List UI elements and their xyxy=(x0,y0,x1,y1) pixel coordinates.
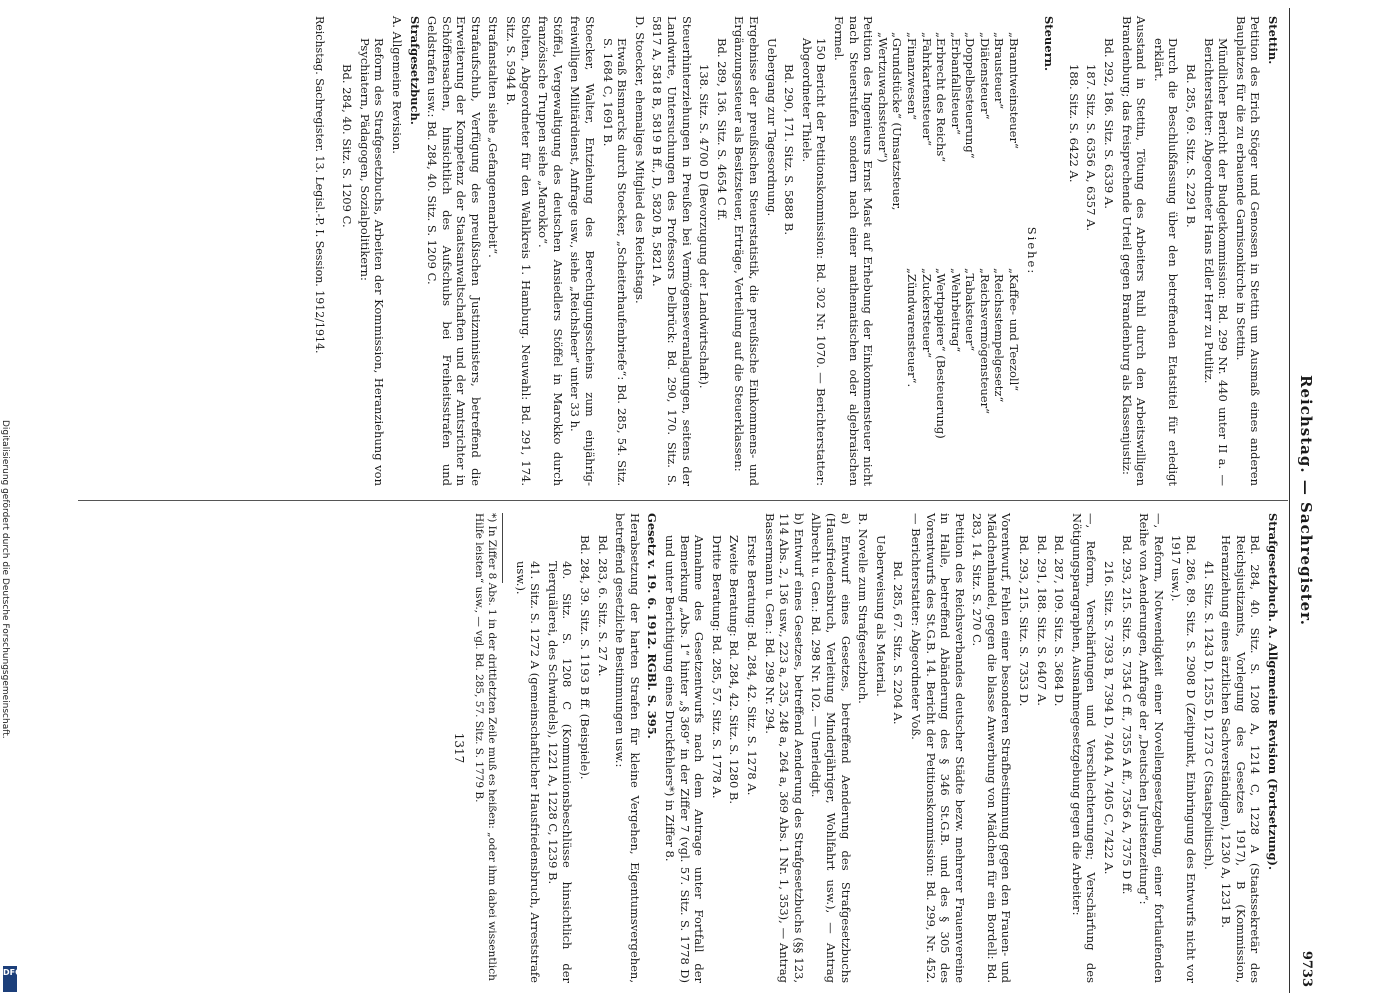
index-entry: Bd. 289, 136. Sitz. S. 4654 C ff. xyxy=(714,38,729,221)
index-entry: Bd. 284, 40. Sitz. S. 1209 C. xyxy=(340,64,355,228)
volume-note: Reichstag. Sachregister. 13. Legisl.-P. I. Session. 1912/1914. xyxy=(312,16,326,354)
see-also-entry: „Wehrbeitrag“ xyxy=(948,268,963,353)
see-also-entry: „Wertzuwachssteuer“) xyxy=(875,32,890,163)
index-entry: Petition des Erich Stöger und Genossen in Stettin um Ausmaß eines anderen Bauplatzes für die zu erbauende Garnisonkirche in Stettin. xyxy=(1233,16,1263,486)
see-also-entry: „Erbrecht des Reichs“ xyxy=(934,32,949,163)
dfg-logo: DFG xyxy=(3,966,17,992)
index-entry: Dritte Beratung: Bd. 285, 57. Sitz. S. 1778 A. xyxy=(709,535,724,799)
index-entry: a) Entwurf eines Gesetzes, betreffend Aenderung des Strafgesetzbuchs (Hausfriedensbruch, Verleitung Minderjähriger, Wohlfahrt usw.), — Antrag Albrecht u. Gen.: Bd. 298 Nr. 102. — Unerledigt. xyxy=(809,513,853,983)
index-entry: Durch die Beschlußfassung über den betreffenden Etatstitel für erledigt erklärt. xyxy=(1151,38,1181,486)
see-also-entry: „Kaffee- und Teezoll“ xyxy=(1007,268,1022,392)
index-entry: Bd. 290, 171. Sitz. S. 5888 B. xyxy=(782,64,797,236)
index-entry: —, Reform, Verschärfungen und Verschlechterungen; Verschärfung des Nötigungsparagraphen, Ausnahmegesetzgebung gegen die Arbeiter: xyxy=(1069,513,1099,983)
see-also-entry: „Diätensteuer“ xyxy=(977,32,992,120)
index-entry: Ausstand in Stettin, Tötung des Arbeiters Ruhl durch den Arbeitswilligen Brandenburg; das freisprechende Urteil gegen Brandenburg als Klassenjustiz: xyxy=(1119,16,1149,486)
index-entry: 188. Sitz. S. 6422 A. xyxy=(1066,64,1081,183)
footnote: *) In Ziffer 8 Abs. 1 in der drittletzten Zeile muß es heißen: „oder ihm dabei wissentlich Hilfe leisten“ usw., — vgl. Bd. 285, 57. Sitz. S. 1779 B. xyxy=(473,513,499,981)
index-entry: Bd. 293, 215. Sitz. S. 7353 D. xyxy=(1017,535,1032,707)
index-entry: Vorentwurf, Fehlen einer besonderen Strafbestimmung gegen den Frauen- und Mädchenhandel, gegen die blasse Anwerbung von Mädchen für ein Bordell: Bd. 283, 14. Sitz. S. 270 C. xyxy=(970,513,1014,983)
rotated-document-page xyxy=(65,8,1320,993)
right-column xyxy=(452,513,1281,983)
index-entry: 187. Sitz. S. 6356 A, 6357 A. xyxy=(1084,64,1099,232)
index-entry: b) Entwurf eines Gesetzes, betreffend Aenderung des Strafgesetzbuchs (§§ 123, 114 Abs. 2, 136 usw., 223 a, 235, 248 a, 264 a, 369 Abs. 1 Nr. 1, 353), — Antrag Bassermann u. Gen.: Bd. 298 Nr. 294. xyxy=(762,513,806,983)
see-also-entry: „Fahrkartensteuer“ xyxy=(919,32,934,146)
see-also-entry: „Finanzwesen“ xyxy=(904,32,919,120)
see-also-entry: „Zuckersteuer“ xyxy=(919,268,934,358)
index-entry: Bd. 284, 40. Sitz. S. 1208 A, 1214 C, 1228 A (Staatssekretär des Reichsjustizamts, Vorlegung des Gesetzes 1917), B (Kommission, Heranziehung eines ärztlichen Sachverständigen), 1230 A, 1231 B. xyxy=(1219,535,1263,983)
index-entry: Siehe: xyxy=(1024,226,1039,276)
index-entry: Bd. 292, 186. Sitz. S. 6339 A. xyxy=(1102,38,1117,209)
index-entry: Ueberweisung als Material. xyxy=(873,535,888,697)
index-entry: 216. Sitz. S. 7393 B, 7394 D, 7404 A, 7405 C, 7422 A. xyxy=(1102,561,1117,875)
index-entry: Bd. 285, 69. Sitz. S. 2291 B. xyxy=(1184,64,1199,228)
index-entry: Annahme des Gesetzentwurfs nach dem Antrage unter Fortfall der Bemerkung „Abs. 1“ hinter „§ 369“ in der Ziffer 7 (vgl. 57. Sitz. S. 1778 D) und unter Berichtigung eines Druckfehlers*) in Ziffer 8. xyxy=(663,535,707,983)
index-entry: Etwaß Bismarcks durch Stoecker, „Scheiterhaufenbriefe“: Bd. 285, 54. Sitz. S. 1684 C, 1691 B. xyxy=(600,38,630,486)
index-entry: —, Reform, Notwendigkeit einer Novellengesetzgebung, einer fortlaufenden Reihe von Aenderungen, Anfrage der „Deutschen Juristenzeitung“: xyxy=(1137,513,1166,983)
see-also-list xyxy=(875,16,1021,486)
see-also-entry: „Grundstücke“ (Umsatzsteuer, xyxy=(890,32,905,211)
index-entry: Petition des Ingenieurs Ernst Mast auf Erhebung der Einkommensteuer nicht nach Steuerstufen sondern nach einer mathematischen oder algebraischen Formel. xyxy=(831,16,876,486)
index-entry: 138. Sitz. S. 4700 D (Bevorzugung der Landwirtschaft). xyxy=(697,64,712,389)
see-also-entry: „Erbanfallsteuer“ xyxy=(948,32,963,135)
index-entry: Strafaufschub, Verfügung des preußischen Justizministers, betreffend die Erweiterung der Kompetenz der Staatsanwaltschaften und der Amtsrichter in Schöffensachen, hinsichtlich des Aufschubs bei Freiheitsstrafen und Geldstrafen usw.: Bd. 284, 40. Sitz. S. 1209 C. xyxy=(425,16,483,486)
index-entry: 150 Bericht der Petitionskommission: Bd. 302 Nr. 1070. — Berichterstatter: Abgeordneter Thiele. xyxy=(799,38,829,486)
see-also-entry: „Zündwarensteuer“. xyxy=(904,268,919,388)
header-title: Reichstag. — Sachregister. xyxy=(1297,375,1315,626)
index-entry: 40. Sitz. S. 1208 C (Kommunionsbeschlüsse hinsichtlich der Tierquälerei, des Schwindels), 1221 A, 1228 C, 1239 B. xyxy=(545,561,575,983)
index-entry: Strafanstalten siehe „Gefangenenarbeit“. xyxy=(486,16,501,258)
margin-credit: Digitalisierung gefördert durch die Deutsche Forschungsgemeinschaft. xyxy=(0,420,10,739)
index-entry: 41. Sitz. S. 1243 D, 1255 D, 1273 C (Staatspolitisch). xyxy=(1201,561,1216,870)
index-entry: 41. Sitz. S. 1272 A (gemeinschaftlicher Hausfriedensbruch, Arreststrafe usw.). xyxy=(513,561,543,983)
index-entry: Uebergang zur Tagesordnung. xyxy=(764,38,779,217)
index-entry: Zweite Beratung: Bd. 284, 42. Sitz. S. 1280 B. xyxy=(727,535,742,805)
index-entry: Herabsetzung der harten Strafen für kleine Vergehen, Eigentumsvergehen, betreffend gesetzliche Bestimmungen usw.: xyxy=(613,513,642,983)
index-entry: Stöffel, Vergewaltigung des deutschen Ansiedlers Stöffel in Marokko durch französische Truppen siehe „Marokko“. xyxy=(536,16,565,486)
spacer xyxy=(1056,16,1063,486)
index-entry: Mündlicher Bericht der Budgetkommission: Bd. 299 Nr. 440 unter II a. — Berichterstatter: Abgeordneter Hans Edler Herr zu Putlitz. xyxy=(1201,38,1231,486)
index-heading: Strafgesetzbuch. A. Allgemeine Revision (Fortsetzung). xyxy=(1266,513,1280,870)
see-also-entry: „Brausteuer“ xyxy=(992,32,1007,110)
see-also-entry: „Branntweinsteuer“ xyxy=(1007,32,1022,149)
index-entry: Bd. 293, 215. Sitz. S. 7354 C ff., 7355 A ff., 7356 A, 7375 D ff. xyxy=(1119,535,1134,895)
index-entry: Stoecker, Walter, Entziehung des Berechtigungsscheins zum einjährig-freiwilligen Militärdienst, Anfrage usw., siehe „Reichsheer“ unter 33 h. xyxy=(568,16,598,486)
column-divider xyxy=(78,500,1288,501)
see-also-entry: „Wertpapiere“ (Besteuerung) xyxy=(934,268,949,439)
see-also-entry: „Tabaksteuer“ xyxy=(963,268,978,352)
index-entry: Bd. 283, 6. Sitz. S. 27 A. xyxy=(595,535,610,677)
index-entry: Bd. 286, 89. Sitz. S. 2908 D (Zeitpunkt, Einbringung des Entwurfs nicht vor 1917 usw.). xyxy=(1169,535,1199,983)
index-entry: Reform des Strafgesetzbuchs, Arbeiten der Kommission, Heranziehung von Psychiatern, Pädagogen, Sozialpolitikern: xyxy=(357,38,387,486)
footer-page-number: 1317 xyxy=(452,732,467,764)
index-entry: Petition des Reichsverbandes deutscher Städte bezw. mehrerer Frauenvereine in Halle, betreffend Abänderung des § 346 St.G.B. und des § 305 des Vorentwurfs des St.G.B. 14. Bericht der Petitionskommission: Bd. 299, Nr. 452. — Berichterstatter: Abgeordneter Voß. xyxy=(908,513,967,983)
index-heading: Steuern. xyxy=(1042,16,1057,72)
index-heading: Stettin. xyxy=(1266,16,1280,65)
see-also-entry: „Reichsvermögensteuer“ xyxy=(977,268,992,414)
index-entry: A. Allgemeine Revision. xyxy=(389,16,404,154)
index-entry: Bd. 291, 188. Sitz. S. 6407 A. xyxy=(1034,535,1049,706)
index-entry: Erste Beratung: Bd. 284, 42. Sitz. S. 1278 A. xyxy=(745,535,759,796)
index-entry: B. Novelle zum Strafgesetzbuch. xyxy=(856,513,871,704)
see-also-entry: „Doppelbesteuerung“ xyxy=(963,32,978,159)
running-header xyxy=(1289,8,1320,993)
index-entry: D. Stoecker, ehemaliges Mitglied des Reichstags. xyxy=(632,16,647,304)
footnote-rule xyxy=(502,513,503,583)
index-entry: Bd. 284, 39. Sitz. S. 1193 B ff. (Beispiele). xyxy=(578,535,593,780)
index-heading: Gesetz v. 19. 6. 1912. RGBl. S. 395. xyxy=(645,513,660,739)
index-entry: Steuerhinterziehungen in Preußen bei Vermögenseveranlagungen, seitens der Landwirte, Untersuchungen des Professors Delbrück: Bd. 290, 170. Sitz. S. 5817 A, 5818 B, 5819 B ff., D, 5820 B, 5821 A. xyxy=(650,16,694,486)
see-also-entry: „Reichsstempelgesetz“ xyxy=(992,268,1007,403)
header-page-number: 9733 xyxy=(1299,950,1314,987)
index-entry: Stolten, Abgeordneter für den Wahlkreis 1. Hamburg. Neuwahl: Bd. 291, 174. Sitz. S. 5944 B. xyxy=(504,16,533,486)
index-entry: Ergebnisse der preußischen Steuerstatistik, die preußische Einkommens- und Ergänzungssteuer als Besitzsteuer, Erträge, Verteilung auf die Steuerklassen: xyxy=(732,16,761,486)
index-heading: Strafgesetzbuch. xyxy=(407,16,422,125)
index-entry: Bd. 287, 109. Sitz. S. 3684 D. xyxy=(1052,535,1067,707)
index-entry: Bd. 285, 67. Sitz. S. 2204 A. xyxy=(891,561,906,725)
left-column xyxy=(311,16,1280,486)
